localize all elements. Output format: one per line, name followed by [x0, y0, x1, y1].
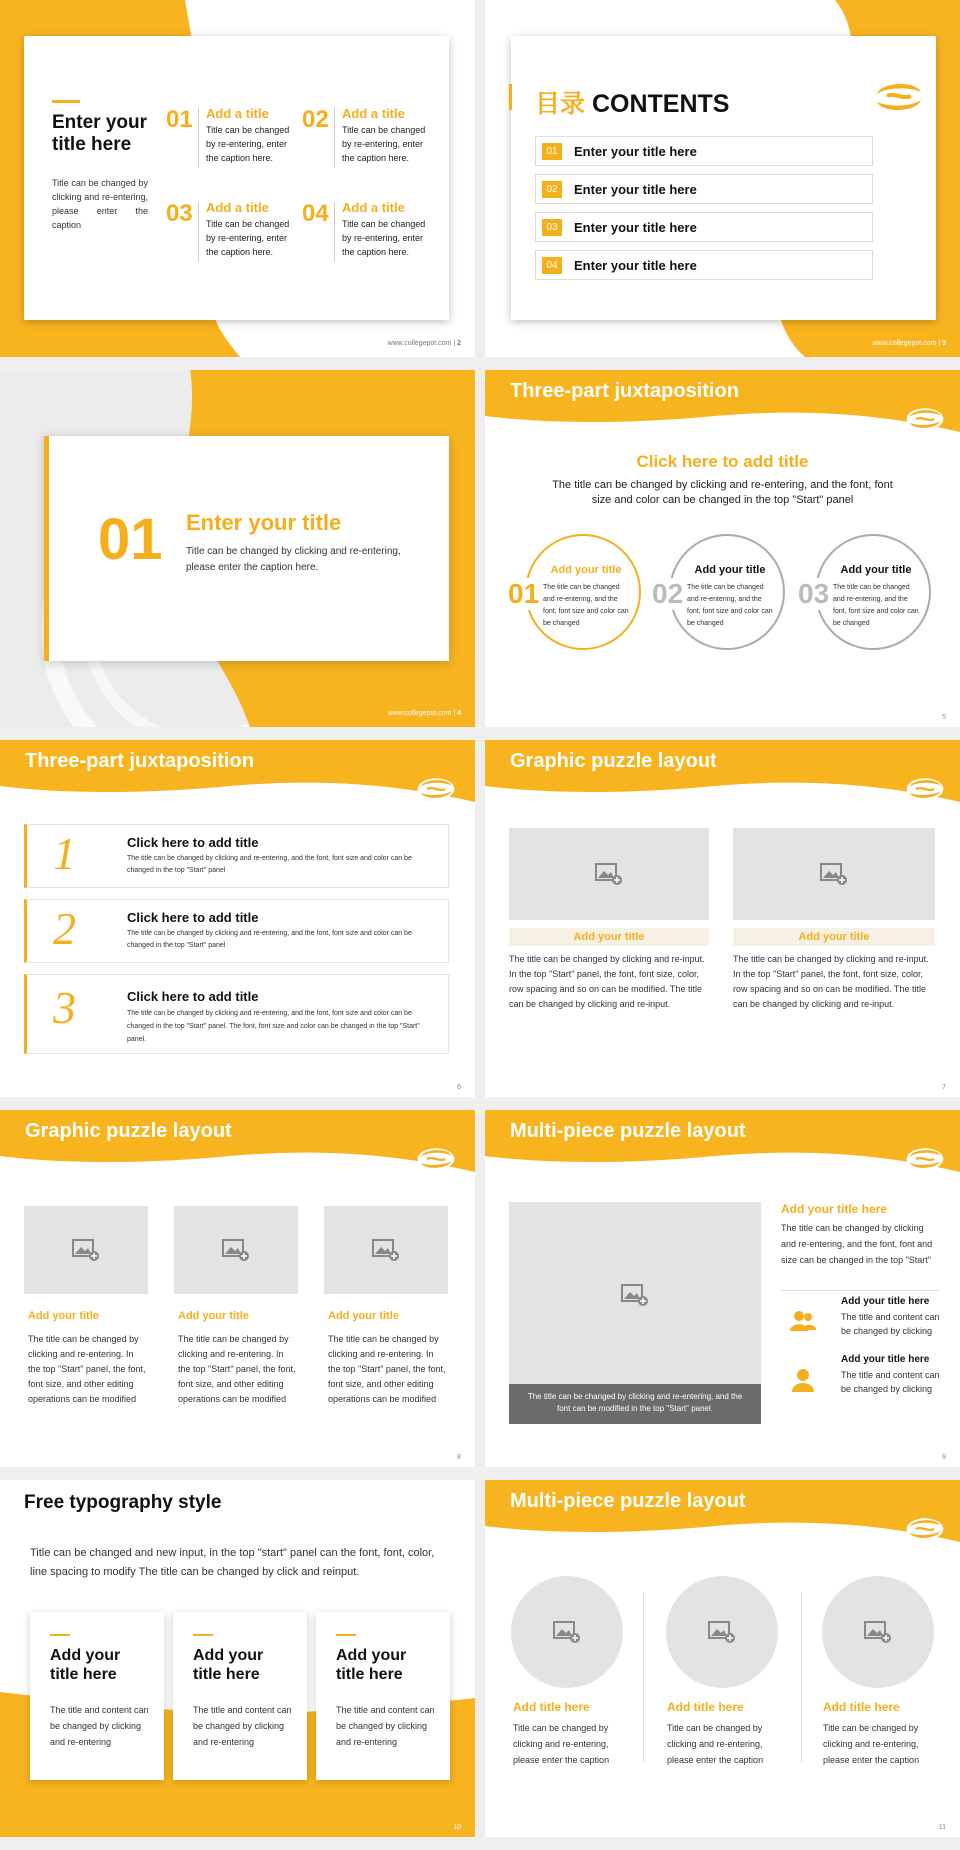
item-title: Add your title — [328, 1310, 399, 1322]
item-title: Add title here — [667, 1700, 744, 1714]
contents-item-2[interactable] — [535, 174, 873, 204]
card-3 — [316, 1612, 450, 1780]
image-placeholder[interactable] — [174, 1206, 298, 1294]
item-body: Title can be changed by re-entering, enter the caption here. — [342, 125, 426, 163]
item-number: 01 — [508, 578, 540, 609]
card-2 — [173, 1612, 307, 1780]
slide-subtitle: Title can be changed and new input, in the top "start" panel can the font, font, color, line spacing to modify The title can be changed by click and reinput. — [30, 1547, 435, 1578]
image-placeholder-circle[interactable] — [511, 1576, 623, 1688]
item-body: The title can be changed and re-entering, and the font, font size and color can be changed — [543, 584, 629, 627]
item-label: Enter your title here — [574, 144, 697, 159]
item-number: 1 — [53, 828, 76, 879]
card-title: Add your title here — [336, 1647, 407, 1683]
footer: www.collegepot.com | 2 — [387, 340, 461, 347]
header-title: Multi-piece puzzle layout — [510, 1120, 746, 1142]
logo-icon — [873, 80, 925, 114]
divider — [643, 1592, 644, 1762]
image-add-icon — [553, 1620, 581, 1644]
page-number: 4 — [457, 710, 461, 717]
item-body: Title can be changed by re-entering, enter the caption here. — [206, 125, 290, 163]
list-item-1 — [781, 1296, 941, 1352]
section-caption: Title can be changed by clicking and re-entering, please enter the caption here. — [186, 546, 401, 573]
slide-title: Click here to add title — [636, 452, 809, 471]
item-body: The title can be changed by clicking and re-entering, and the font, font size and color can be changed in the top "Start" panel — [127, 855, 412, 874]
logo-icon — [905, 406, 945, 432]
slide-title: Enter your title here — [52, 112, 148, 155]
item-body: Title can be changed by re-entering, enter the caption here. — [206, 219, 290, 257]
item-title: Add a title — [206, 106, 269, 121]
card-title: Add your title here — [193, 1647, 264, 1683]
item-title: Add your title — [733, 928, 935, 946]
item-title: Add your title here — [841, 1354, 930, 1365]
item-title: Add a title — [206, 200, 269, 215]
page-number: 2 — [457, 340, 461, 347]
item-number: 3 — [53, 982, 76, 1033]
image-placeholder[interactable] — [509, 828, 709, 920]
item-2 — [302, 106, 442, 186]
image-placeholder[interactable] — [509, 1202, 761, 1424]
slide-8 — [0, 1110, 475, 1467]
item-body: The title can be changed and re-entering, and the font, font size and color can be changed — [833, 584, 919, 627]
contents-heading — [535, 84, 729, 120]
page-number: 6 — [457, 1084, 461, 1091]
item-body: The title can be changed by clicking and re-entering, and the font, font size and color can be changed in the top "Start" panel. The font, font size and color can be changed in the top "Start" panel. — [127, 1010, 420, 1043]
item-title: Add a title — [342, 200, 405, 215]
image-add-icon — [708, 1620, 736, 1644]
item-number: 03 — [166, 200, 193, 227]
slide-subtitle: The title can be changed by clicking and re-entering, and the font, font size and color can be changed in the top "Start" panel — [552, 479, 893, 506]
image-add-icon — [72, 1238, 100, 1262]
item-3 — [166, 200, 296, 280]
content-card — [24, 36, 449, 320]
section-number: 01 — [98, 507, 163, 572]
contents-item-1[interactable] — [535, 136, 873, 166]
logo-icon — [905, 776, 945, 802]
item-title: Click here to add title — [127, 910, 259, 925]
list-item-2 — [24, 899, 449, 963]
item-title: Add your title — [550, 564, 622, 576]
footer-site: www.collegepot.com — [387, 710, 452, 717]
side-body: The title can be changed by clicking and re-entering, and the font, font and size can be changed in the top "Start" — [781, 1223, 933, 1265]
image-placeholder[interactable] — [24, 1206, 148, 1294]
item-number: 02 — [302, 106, 329, 133]
slide-caption: Title can be changed by clicking and re-entering, please enter the caption — [52, 178, 148, 230]
header-title: Graphic puzzle layout — [510, 750, 717, 772]
item-number: 01 — [542, 143, 562, 160]
item-title: Add your title here — [841, 1296, 930, 1307]
footer-site: www.collegepot.com — [387, 340, 452, 347]
contents-cn: 目录 — [535, 90, 586, 118]
item-title: Add your title — [28, 1310, 99, 1322]
image-add-icon — [820, 862, 848, 886]
card-body: The title and content can be changed by clicking and re-entering — [50, 1705, 149, 1747]
item-label: Enter your title here — [574, 258, 697, 273]
item-number: 02 — [652, 578, 684, 609]
accent-line — [193, 1634, 213, 1636]
image-add-icon — [222, 1238, 250, 1262]
item-body: The title can be changed by clicking and re-entering. In the top "Start" panel, the font, font size, and other editing operations can be modified — [28, 1334, 146, 1404]
page-number: 8 — [457, 1454, 461, 1461]
item-title: Add a title — [342, 106, 405, 121]
item-title: Add your title — [840, 564, 912, 576]
logo-icon — [416, 1146, 456, 1172]
image-placeholder-circle[interactable] — [822, 1576, 934, 1688]
item-body: Title can be changed by clicking and re-entering, please enter the caption — [823, 1723, 920, 1765]
footer: www.collegepot.com | 4 — [387, 710, 461, 717]
section-title: Enter your title — [186, 510, 342, 535]
logo-icon — [416, 776, 456, 802]
slide-4 — [0, 370, 475, 727]
item-number: 03 — [798, 578, 830, 609]
item-body: Title can be changed by clicking and re-entering, please enter the caption — [667, 1723, 764, 1765]
content-card — [511, 36, 936, 320]
accent-line — [52, 100, 80, 103]
accent-bar — [44, 436, 49, 661]
item-body: The title can be changed and re-entering, and the font, font size and color can be changed — [687, 584, 773, 627]
image-add-icon — [864, 1620, 892, 1644]
logo-icon — [905, 1146, 945, 1172]
item-title: Click here to add title — [127, 989, 259, 1004]
slide-3 — [485, 0, 960, 357]
item-title: Add title here — [823, 1700, 900, 1714]
item-number: 01 — [166, 106, 193, 133]
list-item-3 — [24, 974, 449, 1054]
item-1 — [166, 106, 296, 186]
page-number: 5 — [942, 714, 946, 721]
item-title: Add your title — [178, 1310, 249, 1322]
item-title: Add title here — [513, 1700, 590, 1714]
slide-11 — [485, 1480, 960, 1837]
item-body: Title can be changed by clicking and re-entering, please enter the caption — [513, 1723, 610, 1765]
page-number: 9 — [942, 1454, 946, 1461]
accent-line — [50, 1634, 70, 1636]
item-number: 03 — [542, 219, 562, 236]
contents-item-3[interactable] — [535, 212, 873, 242]
accent-line — [336, 1634, 356, 1636]
slide-5 — [485, 370, 960, 727]
item-body: The title and content can be changed by clicking — [841, 1370, 940, 1394]
page-number: 11 — [938, 1824, 946, 1831]
item-body: Title can be changed by re-entering, enter the caption here. — [342, 219, 426, 257]
slide-title: Free typography style — [24, 1492, 222, 1513]
image-placeholder-circle[interactable] — [666, 1576, 778, 1688]
item-title: Click here to add title — [127, 835, 259, 850]
image-caption: The title can be changed by clicking and re-entering, and the font can be modified in the top "Start" panel. — [509, 1384, 761, 1424]
slide-2 — [0, 0, 475, 357]
item-title: Add your title — [509, 928, 709, 946]
image-add-icon — [372, 1238, 400, 1262]
item-body: The title and content can be changed by clicking — [841, 1312, 940, 1336]
slide-9 — [485, 1110, 960, 1467]
item-label: Enter your title here — [574, 182, 697, 197]
image-placeholder[interactable] — [733, 828, 935, 920]
content-card — [44, 436, 449, 661]
image-add-icon — [621, 1283, 649, 1307]
accent-bar — [509, 84, 512, 110]
item-body: The title can be changed by clicking and re-input. In the top "Start" panel, the font, font size, color, row spacing and so on can be modified. The title can be changed by clicking and re-input. — [733, 954, 929, 1009]
card-body: The title and content can be changed by clicking and re-entering — [193, 1705, 292, 1747]
divider — [801, 1592, 802, 1762]
slide-6 — [0, 740, 475, 1097]
slide-7 — [485, 740, 960, 1097]
list-item-1 — [24, 824, 449, 888]
item-number: 04 — [542, 257, 562, 274]
item-title: Add your title — [694, 564, 766, 576]
item-body: The title can be changed by clicking and re-entering. In the top "Start" panel, the font, font size, and other editing operations can be modified — [328, 1334, 446, 1404]
item-body: The title can be changed by clicking and re-entering. In the top "Start" panel, the font, font size, and other editing operations can be modified — [178, 1334, 296, 1404]
item-label: Enter your title here — [574, 220, 697, 235]
page-number: 3 — [942, 340, 946, 347]
contents-item-4[interactable] — [535, 250, 873, 280]
item-body: The title can be changed by clicking and re-input. In the top "Start" panel, the font, font size, color, row spacing and so on can be modified. The title can be changed by clicking and re-input. — [509, 954, 705, 1009]
logo-icon — [905, 1516, 945, 1542]
header-title: Graphic puzzle layout — [25, 1120, 232, 1142]
card-title: Add your title here — [50, 1647, 121, 1683]
contents-en: CONTENTS — [591, 90, 730, 118]
header-title: Multi-piece puzzle layout — [510, 1490, 746, 1512]
image-placeholder[interactable] — [324, 1206, 448, 1294]
item-body: The title can be changed by clicking and re-entering, and the font, font size and color can be changed in the top "Start" panel — [127, 930, 412, 949]
page-number: 10 — [453, 1824, 461, 1831]
footer: www.collegepot.com | 3 — [872, 340, 946, 347]
person-icon — [791, 1368, 815, 1392]
list-item-2 — [781, 1354, 941, 1410]
page-number: 7 — [942, 1084, 946, 1091]
card-1 — [30, 1612, 164, 1780]
group-icon — [789, 1310, 817, 1332]
side-title: Add your title here — [781, 1202, 888, 1216]
footer-site: www.collegepot.com — [872, 340, 937, 347]
item-4 — [302, 200, 442, 280]
header-title: Three-part juxtaposition — [25, 750, 254, 772]
item-number: 04 — [302, 200, 329, 227]
item-number: 02 — [542, 181, 562, 198]
image-add-icon — [595, 862, 623, 886]
card-body: The title and content can be changed by clicking and re-entering — [336, 1705, 435, 1747]
header-title: Three-part juxtaposition — [510, 380, 739, 402]
item-number: 2 — [53, 903, 76, 954]
slide-10 — [0, 1480, 475, 1837]
